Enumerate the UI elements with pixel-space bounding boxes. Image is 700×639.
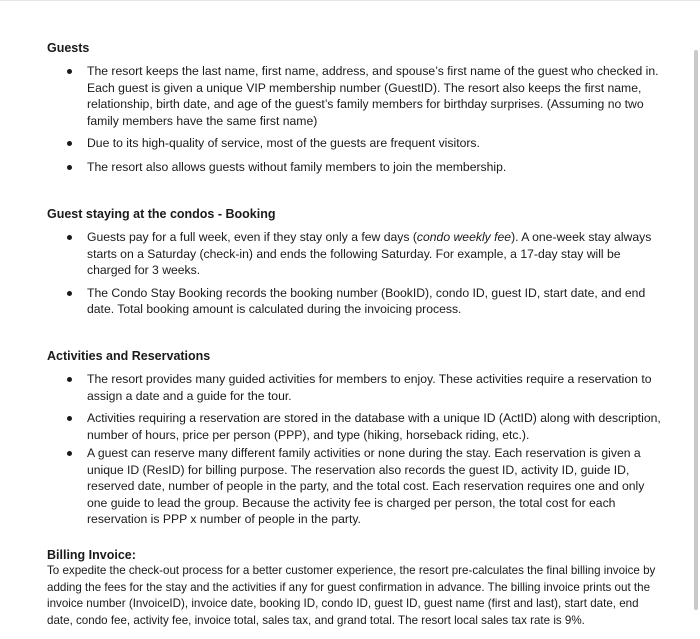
bullet-text: A guest can reserve many different family activities or none during the stay. Each reservation is given a unique ID (ResID) for billing purpose. The reservation also records the guest ID, activity ID, guide ID, reserved date, number of people in the party, and the total cost. Each reservation requires one and only one guide to lead the group. Because the activity fee is charged per person, the total cost for each reservation is PPP x number of people in the party.	[87, 446, 645, 526]
bullet-text: The resort provides many guided activities for members to enjoy. These activities require a reservation to assign a date and a guide for the tour.	[87, 372, 652, 403]
top-divider	[0, 0, 700, 1]
activities-section	[0, 371, 690, 528]
bullet-icon	[67, 69, 72, 74]
list-item	[0, 159, 665, 176]
booking-heading: Guest staying at the condos - Booking	[47, 207, 276, 221]
bullet-text: The resort also allows guests without family members to join the membership.	[87, 159, 507, 174]
condo-weekly-fee-term: condo weekly fee	[416, 230, 512, 244]
bullet-text: Due to its high-quality of service, most of the guests are frequent visitors.	[87, 136, 480, 150]
bullet-icon	[67, 165, 72, 170]
bullet-icon	[67, 291, 72, 296]
billing-heading: Billing Invoice:	[47, 548, 136, 562]
bullet-icon	[67, 141, 72, 146]
bullet-icon	[67, 451, 72, 456]
bullet-text-part: ). A one-week stay always starts on a Saturday (check-in) and ends the following Saturday. For example, a 17-day stay will be charged for 3 weeks.	[87, 230, 652, 277]
bullet-text	[87, 230, 651, 277]
bullet-icon	[67, 235, 72, 240]
list-item	[0, 371, 665, 404]
list-item	[0, 63, 665, 129]
bullet-icon	[67, 377, 72, 382]
bullet-text: The resort keeps the last name, first name, address, and spouse’s first name of the guest who checked in. Each guest is given a unique VIP membership number (GuestID). The resort also keeps the first name, relationship, birth date, and age of the guest’s family members for birthday surprises. (Assuming no two family members have the same first name)	[87, 64, 659, 128]
guests-heading: Guests	[47, 41, 90, 55]
list-item	[0, 445, 665, 528]
guests-section	[0, 63, 690, 175]
activities-heading: Activities and Reservations	[47, 349, 211, 363]
bullet-text-part: Guests pay for a full week, even if they stay only a few days (	[87, 230, 417, 244]
bullet-text: The Condo Stay Booking records the booking number (BookID), condo ID, guest ID, start date, and end date. Total booking amount is calculated during the invoicing process.	[87, 285, 646, 316]
bullet-icon	[67, 416, 72, 421]
list-item	[0, 410, 665, 443]
list-item	[0, 285, 665, 318]
list-item	[0, 229, 665, 279]
booking-section	[0, 229, 690, 318]
list-item	[0, 135, 665, 152]
scrollbar[interactable]	[694, 50, 698, 610]
bullet-text: Activities requiring a reservation are stored in the database with a unique ID (ActID) along with description, number of hours, price per person (PPP), and type (hiking, horseback riding, etc.).	[87, 411, 661, 442]
billing-paragraph: To expedite the check-out process for a better customer experience, the resort pre-calculates the final billing invoice by adding the fees for the stay and the activities if any for guest confirmation in advance. The billing invoice prints out the invoice number (InvoiceID), invoice date, booking ID, condo ID, guest ID, guest name (first and last), start date, end date, condo fee, activity fee, invoice total, sales tax, and grand total. The resort local sales tax rate is 9%.	[47, 564, 656, 627]
